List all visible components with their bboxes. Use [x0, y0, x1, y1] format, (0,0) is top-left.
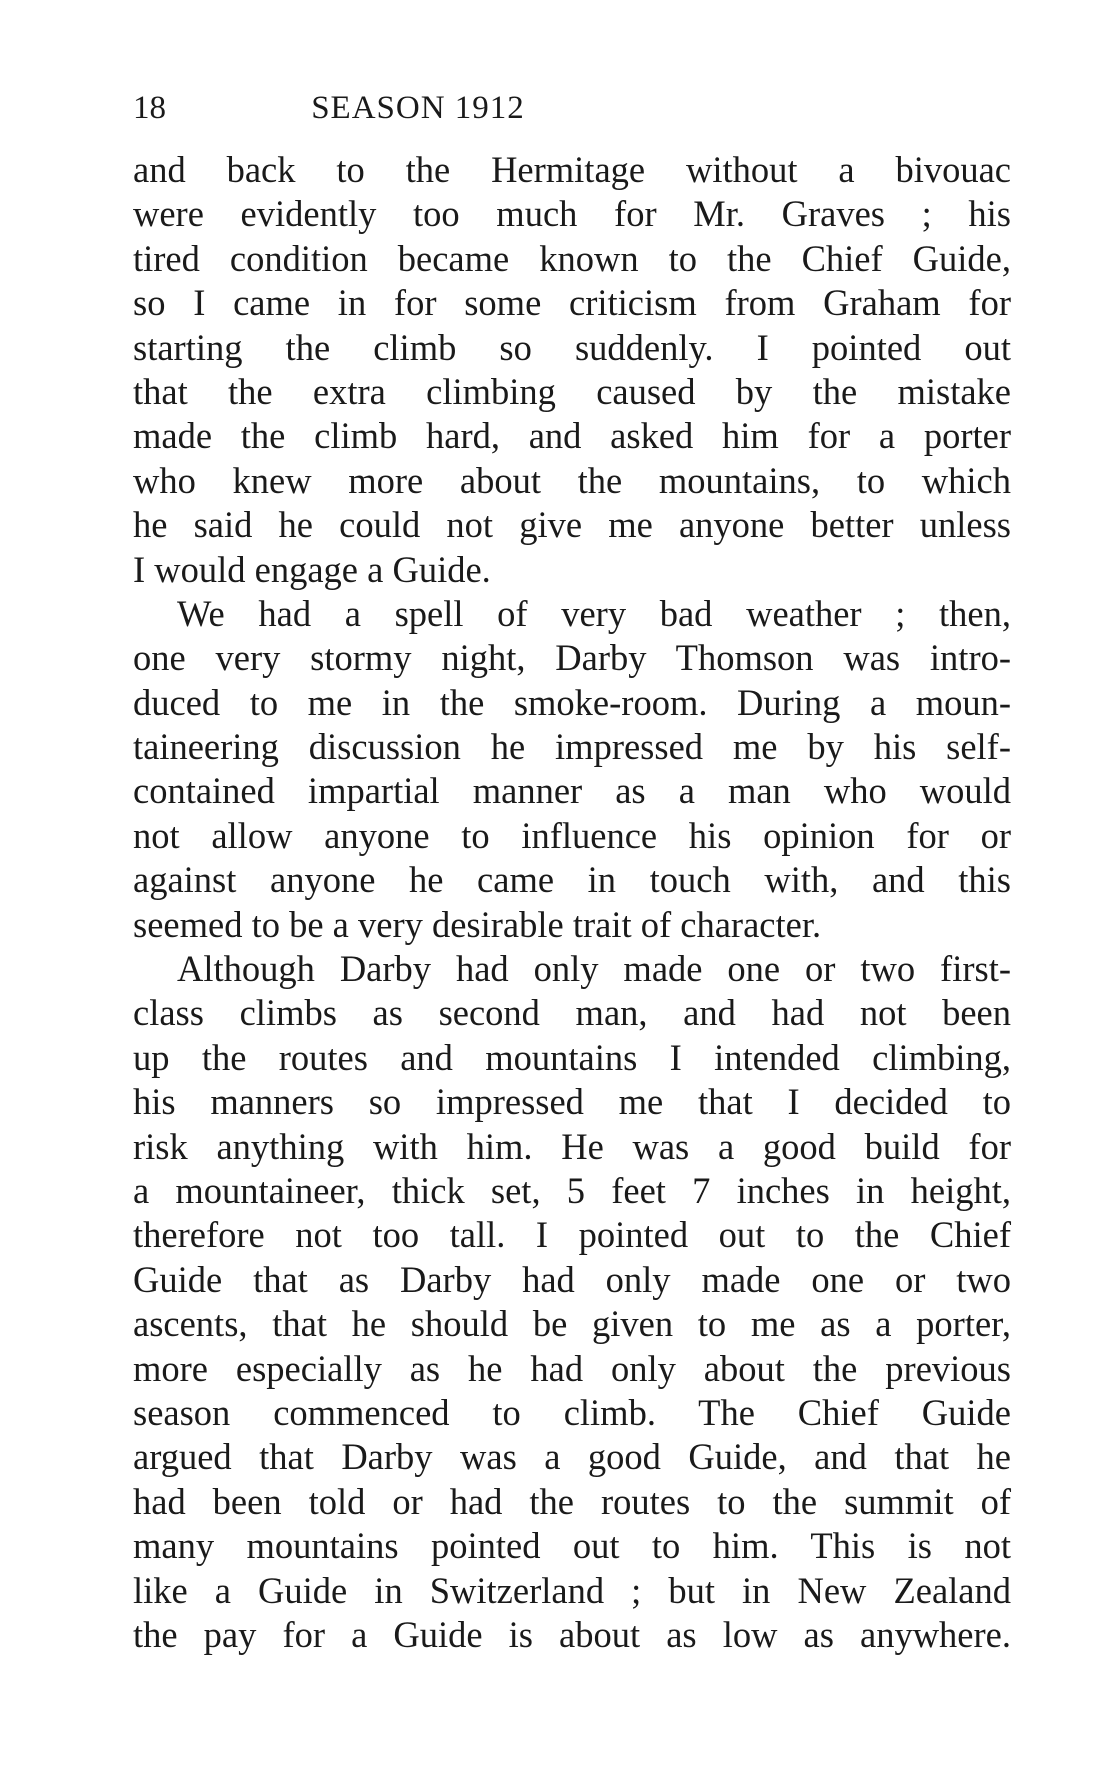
- text-line: and back to the Hermitage without a bivouac: [133, 149, 1011, 190]
- running-title: SEASON 1912: [311, 90, 525, 126]
- text-line: taineering discussion he impressed me by his self-: [133, 726, 1011, 768]
- text-line: therefore not too tall. I pointed out to the Chief: [133, 1214, 1011, 1256]
- text-line: not allow anyone to influence his opinion for or: [133, 814, 1011, 856]
- text-line: so I came in for some criticism from Graham for: [133, 282, 1011, 324]
- text-line: had been told or had the routes to the summit of: [133, 1480, 1011, 1522]
- text-line: like a Guide in Switzerland ; but in New Zealand: [133, 1569, 1011, 1611]
- text-line: made the climb hard, and asked him for a porter: [133, 415, 1011, 457]
- running-head: [133, 86, 703, 130]
- text-line: he said he could not give me anyone better unless: [133, 504, 1011, 546]
- text-line: that the extra climbing caused by the mistake: [133, 370, 1011, 412]
- text-line: class climbs as second man, and had not been: [133, 992, 1011, 1034]
- text-line-paragraph-start: Although Darby had only made one or two first-: [177, 948, 1011, 990]
- text-line: argued that Darby was a good Guide, and that he: [133, 1436, 1011, 1478]
- text-line: Guide that as Darby had only made one or two: [133, 1258, 1011, 1300]
- text-line: tired condition became known to the Chief Guide,: [133, 237, 1011, 279]
- text-line: starting the climb so suddenly. I pointed out: [133, 326, 1011, 368]
- text-line: season commenced to climb. The Chief Guide: [133, 1391, 1011, 1433]
- text-line: ascents, that he should be given to me as a porter,: [133, 1303, 1011, 1345]
- text-line: who knew more about the mountains, to which: [133, 459, 1011, 501]
- text-line: his manners so impressed me that I decided to: [133, 1081, 1011, 1123]
- text-line-paragraph-start: We had a spell of very bad weather ; then,: [177, 592, 1011, 634]
- text-line: one very stormy night, Darby Thomson was intro-: [133, 637, 1011, 679]
- text-line: a mountaineer, thick set, 5 feet 7 inches in height,: [133, 1169, 1011, 1211]
- text-line-paragraph-end: I would engage a Guide.: [133, 548, 491, 590]
- text-line: up the routes and mountains I intended climbing,: [133, 1036, 1011, 1078]
- text-line: risk anything with him. He was a good build for: [133, 1125, 1011, 1167]
- text-line: duced to me in the smoke-room. During a moun-: [133, 681, 1011, 723]
- text-line: against anyone he came in touch with, and this: [133, 859, 1011, 901]
- text-line: contained impartial manner as a man who would: [133, 770, 1011, 812]
- text-line: the pay for a Guide is about as low as anywhere.: [133, 1613, 1011, 1655]
- text-line-paragraph-end: seemed to be a very desirable trait of character.: [133, 903, 822, 945]
- text-line: more especially as he had only about the previous: [133, 1347, 1011, 1389]
- text-line: many mountains pointed out to him. This is not: [133, 1525, 1011, 1567]
- text-line: were evidently too much for Mr. Graves ; his: [133, 193, 1011, 235]
- body-text: [133, 148, 1011, 1657]
- page-number: 18: [133, 90, 166, 126]
